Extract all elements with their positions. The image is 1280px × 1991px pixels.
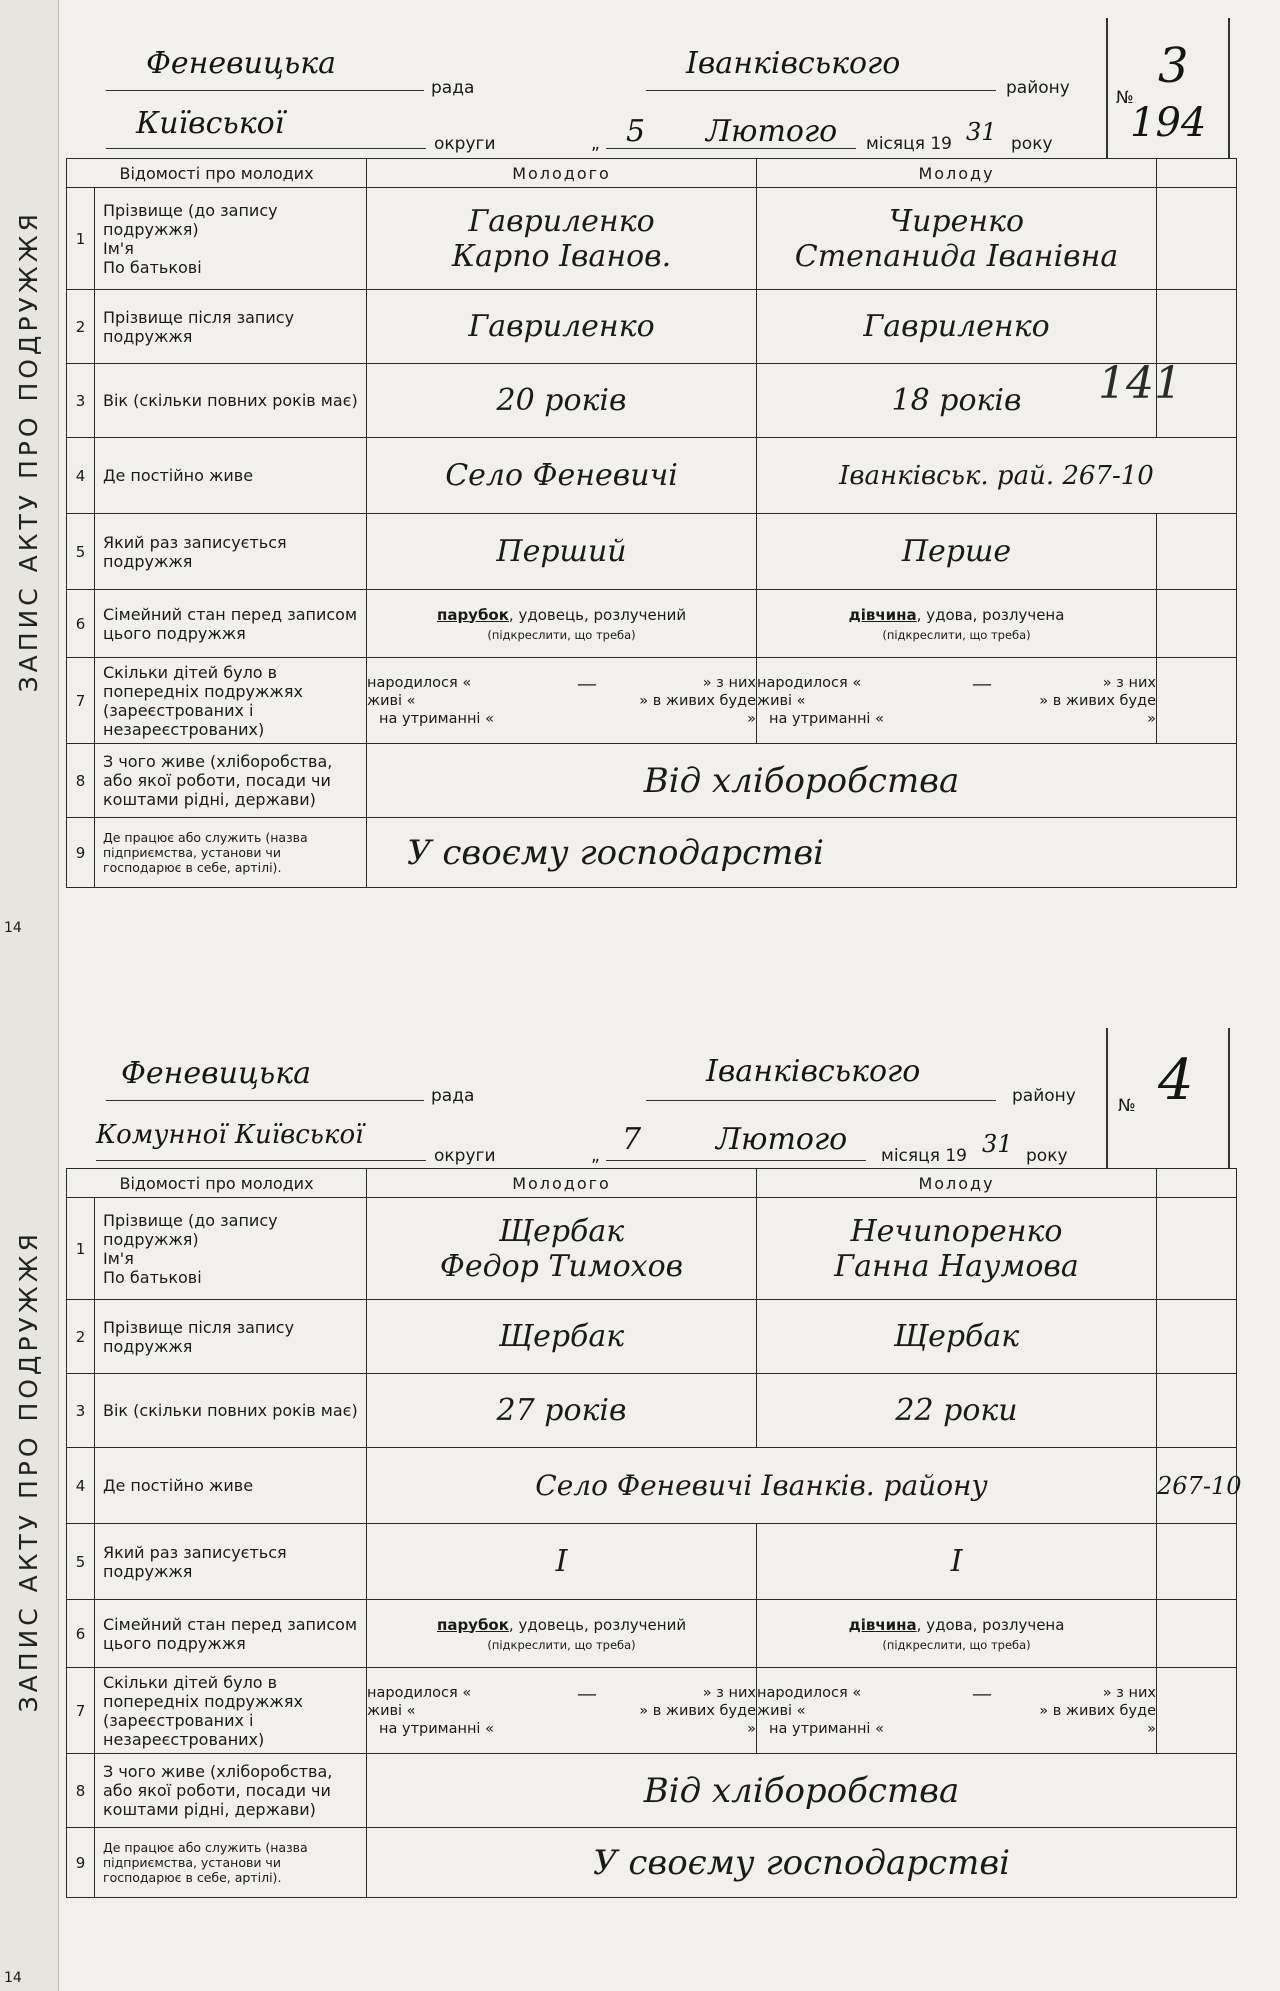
row-label-times: Який раз записується подружжя	[95, 1524, 367, 1600]
bride-residence: Іванківськ. рай. 267-10	[839, 460, 1154, 491]
groom-residence: Село Феневичі	[445, 458, 678, 493]
groom-children: народилося « — » з них живі « » в живих буде на утриманні « »	[367, 1668, 757, 1754]
okruga-label: округи	[434, 134, 496, 154]
month-label: місяця 19	[881, 1146, 967, 1166]
record-table: Відомості про молодих Молодого Молоду 1 Прізвище (до запису подружжя) Ім'я По батькові Гавриленко Карпо Іванов. Чиренко Степанида Іванівна 2 Прізвище після запису подружжя Гавриленко Гавриленко 3 Вік (скільки повних років має) 20 років 18 років 4 Де постійно живе Село Феневичі Іванківськ. рай. 267-10 5 Який раз записується подружжя Перший Перше 6 Сімейний стан перед записом цього подружжя парубок, удовець, розлучений (підкреслити, що треба) дівчина, удова, розлучена (підкреслити, що треба) 7 Скільки дітей було в попередніх подружжях (зареєстрованих і незареєстрованих) народилося « — » з них живі « » в живих буде на утриманні « » народилося « — » з них живі « » в живих буде на утриманні « » 8 З чого живе (хліборобства, або якої роботи, посади чи коштами рідні, держави) Від хліборобства 9 Де працює або служить (назва підприємства, установи чи господарює в себе, артілі). У своєму господарстві	[66, 158, 1237, 888]
record-table: Відомості про молодих Молодого Молоду 1 Прізвище (до запису подружжя) Ім'я По батькові Щербак Федор Тимохов Нечипоренко Ганна Наумова 2 Прізвище після запису подружжя Щербак Щербак 3 Вік (скільки повних років має) 27 років 22 роки 4 Де постійно живе Село Феневичі Іванків. району 267-10 5 Який раз записується подружжя I I 6 Сімейний стан перед записом цього подружжя парубок, удовець, розлучений (підкреслити, що треба) дівчина, удова, розлучена (підкреслити, що треба) 7 Скільки дітей було в попередніх подружжях (зареєстрованих і незареєстрованих) народилося « — » з них живі « » в живих буде на утриманні « » народилося « — » з них живі « » в живих буде на утриманні « » 8 З чого живе (хліборобства, або якої роботи, посади чи коштами рідні, держави) Від хліборобства 9 Де працює або служить (назва підприємства, установи чи господарює в себе, артілі). У своєму господарстві	[66, 1168, 1237, 1898]
record-1	[66, 18, 1236, 875]
okruga-value: Київської	[136, 106, 285, 141]
number-label: №	[1118, 1096, 1136, 1116]
row-label-workplace: Де працює або служить (назва підприємства, установи чи господарює в себе, артілі).	[95, 818, 367, 888]
side-title-1: ЗАПИС АКТУ ПРО ПОДРУЖЖЯ	[14, 210, 43, 693]
groom-times: Перший	[496, 534, 627, 569]
groom-status: парубок, удовець, розлучений	[436, 605, 687, 624]
row-label-name: Прізвище (до запису подружжя) Ім'я По батькові	[95, 188, 367, 290]
bride-status: дівчина, удова, розлучена	[848, 1615, 1065, 1634]
okruga-label: округи	[434, 1146, 496, 1166]
groom-surname: Щербак	[498, 1213, 625, 1249]
row-label-livelihood: З чого живе (хліборобства, або якої роботи, посади чи коштами рідні, держави)	[95, 1754, 367, 1828]
record-header: Феневицька рада Іванківського району Київської округи „ 5 Лютого місяця 19 31 року № 3 194	[66, 18, 1236, 158]
groom-status: парубок, удовець, розлучений	[436, 1615, 687, 1634]
bride-status: дівчина, удова, розлучена	[848, 605, 1065, 624]
raion-value: Іванківського	[686, 46, 901, 81]
side-title-2: ЗАПИС АКТУ ПРО ПОДРУЖЖЯ	[14, 1230, 43, 1713]
row-label-name: Прізвище (до запису подружжя) Ім'я По батькові	[95, 1198, 367, 1300]
bride-name: Ганна Наумова	[834, 1248, 1079, 1284]
groom-age: 20 років	[496, 383, 627, 418]
bride-times: Перше	[901, 534, 1012, 569]
bride-surname: Чиренко	[888, 203, 1025, 239]
col-bride-header: Молоду	[757, 1169, 1157, 1198]
groom-children: народилося « — » з них живі « » в живих буде на утриманні « »	[367, 658, 757, 744]
side-page-number-2: 14	[4, 1970, 22, 1986]
row-label-age: Вік (скільки повних років має)	[95, 1374, 367, 1448]
number-value: 4	[1158, 1048, 1194, 1113]
groom-surname: Гавриленко	[468, 203, 655, 239]
year-label: року	[1026, 1146, 1068, 1166]
raion-label: району	[1006, 78, 1070, 98]
row-label-times: Який раз записується подружжя	[95, 514, 367, 590]
rada-value: Феневицька	[146, 46, 337, 81]
bride-age: 22 роки	[895, 1393, 1018, 1428]
day-value: 5	[626, 114, 646, 149]
col-info-header: Відомості про молодих	[67, 159, 367, 188]
bride-children: народилося « — » з них живі « » в живих буде на утриманні « »	[757, 658, 1157, 744]
groom-name: Карпо Іванов.	[451, 238, 672, 274]
bride-residence: 267-10	[1157, 1471, 1242, 1500]
side-page-number-1: 14	[4, 920, 22, 936]
rada-value: Феневицька	[121, 1056, 312, 1091]
groom-new-surname: Гавриленко	[468, 309, 655, 344]
month-value: Лютого	[706, 114, 838, 149]
bride-new-surname: Щербак	[893, 1319, 1020, 1354]
workplace-value: У своєму господарстві	[593, 1842, 1011, 1883]
number-extra: 194	[1130, 100, 1207, 146]
row-label-livelihood: З чого живе (хліборобства, або якої роботи, посади чи коштами рідні, держави)	[95, 744, 367, 818]
bride-times: I	[950, 1544, 963, 1579]
livelihood-value: Від хліборобства	[643, 760, 960, 801]
livelihood-value: Від хліборобства	[643, 1770, 960, 1811]
rada-label: рада	[431, 78, 475, 98]
bride-age: 18 років	[891, 383, 1022, 418]
number-value: 3	[1158, 38, 1189, 94]
rada-label: рада	[431, 1086, 475, 1106]
record-2	[66, 1028, 1242, 1885]
bride-name: Степанида Іванівна	[794, 238, 1119, 274]
month-label: місяця 19	[866, 134, 952, 154]
workplace-value: У своєму господарстві	[407, 832, 825, 873]
row-label-residence: Де постійно живе	[95, 1448, 367, 1524]
col-bride-header: Молоду	[757, 159, 1157, 188]
day-value: 7	[622, 1122, 642, 1157]
row-label-status: Сімейний стан перед записом цього подружжя	[95, 590, 367, 658]
number-box	[1106, 18, 1230, 158]
groom-new-surname: Щербак	[498, 1319, 625, 1354]
bride-surname: Нечипоренко	[850, 1213, 1063, 1249]
groom-age: 27 років	[496, 1393, 627, 1428]
groom-name: Федор Тимохов	[439, 1248, 684, 1284]
month-value: Лютого	[716, 1122, 848, 1157]
col-groom-header: Молодого	[367, 159, 757, 188]
row-label-status: Сімейний стан перед записом цього подружжя	[95, 1600, 367, 1668]
number-box	[1106, 1028, 1230, 1168]
raion-value: Іванківського	[706, 1054, 921, 1089]
row-label-new-surname: Прізвище після запису подружжя	[95, 1300, 367, 1374]
raion-label: району	[1012, 1086, 1076, 1106]
row-label-age: Вік (скільки повних років має)	[95, 364, 367, 438]
groom-residence: Село Феневичі Іванків. району	[535, 1469, 988, 1502]
col-info-header: Відомості про молодих	[67, 1169, 367, 1198]
col-groom-header: Молодого	[367, 1169, 757, 1198]
year-value: 31	[982, 1130, 1013, 1158]
row-label-workplace: Де працює або служить (назва підприємства, установи чи господарює в себе, артілі).	[95, 1828, 367, 1898]
number-label: №	[1116, 88, 1134, 108]
row-label-children: Скільки дітей було в попередніх подружжях (зареєстрованих і незареєстрованих)	[95, 658, 367, 744]
year-value: 31	[966, 118, 997, 146]
row-label-children: Скільки дітей було в попередніх подружжях (зареєстрованих і незареєстрованих)	[95, 1668, 367, 1754]
groom-times: I	[555, 1544, 568, 1579]
bride-new-surname: Гавриленко	[863, 309, 1050, 344]
year-label: року	[1011, 134, 1053, 154]
record-header: Феневицька рада Іванківського району Комунної Київської округи „ 7 Лютого місяця 19 31 року № 4	[66, 1028, 1236, 1168]
okruga-value: Комунної Київської	[96, 1120, 364, 1150]
bride-children: народилося « — » з них живі « » в живих буде на утриманні « »	[757, 1668, 1157, 1754]
row-label-new-surname: Прізвище після запису подружжя	[95, 290, 367, 364]
margin-mark: 141	[1098, 358, 1182, 409]
row-label-residence: Де постійно живе	[95, 438, 367, 514]
